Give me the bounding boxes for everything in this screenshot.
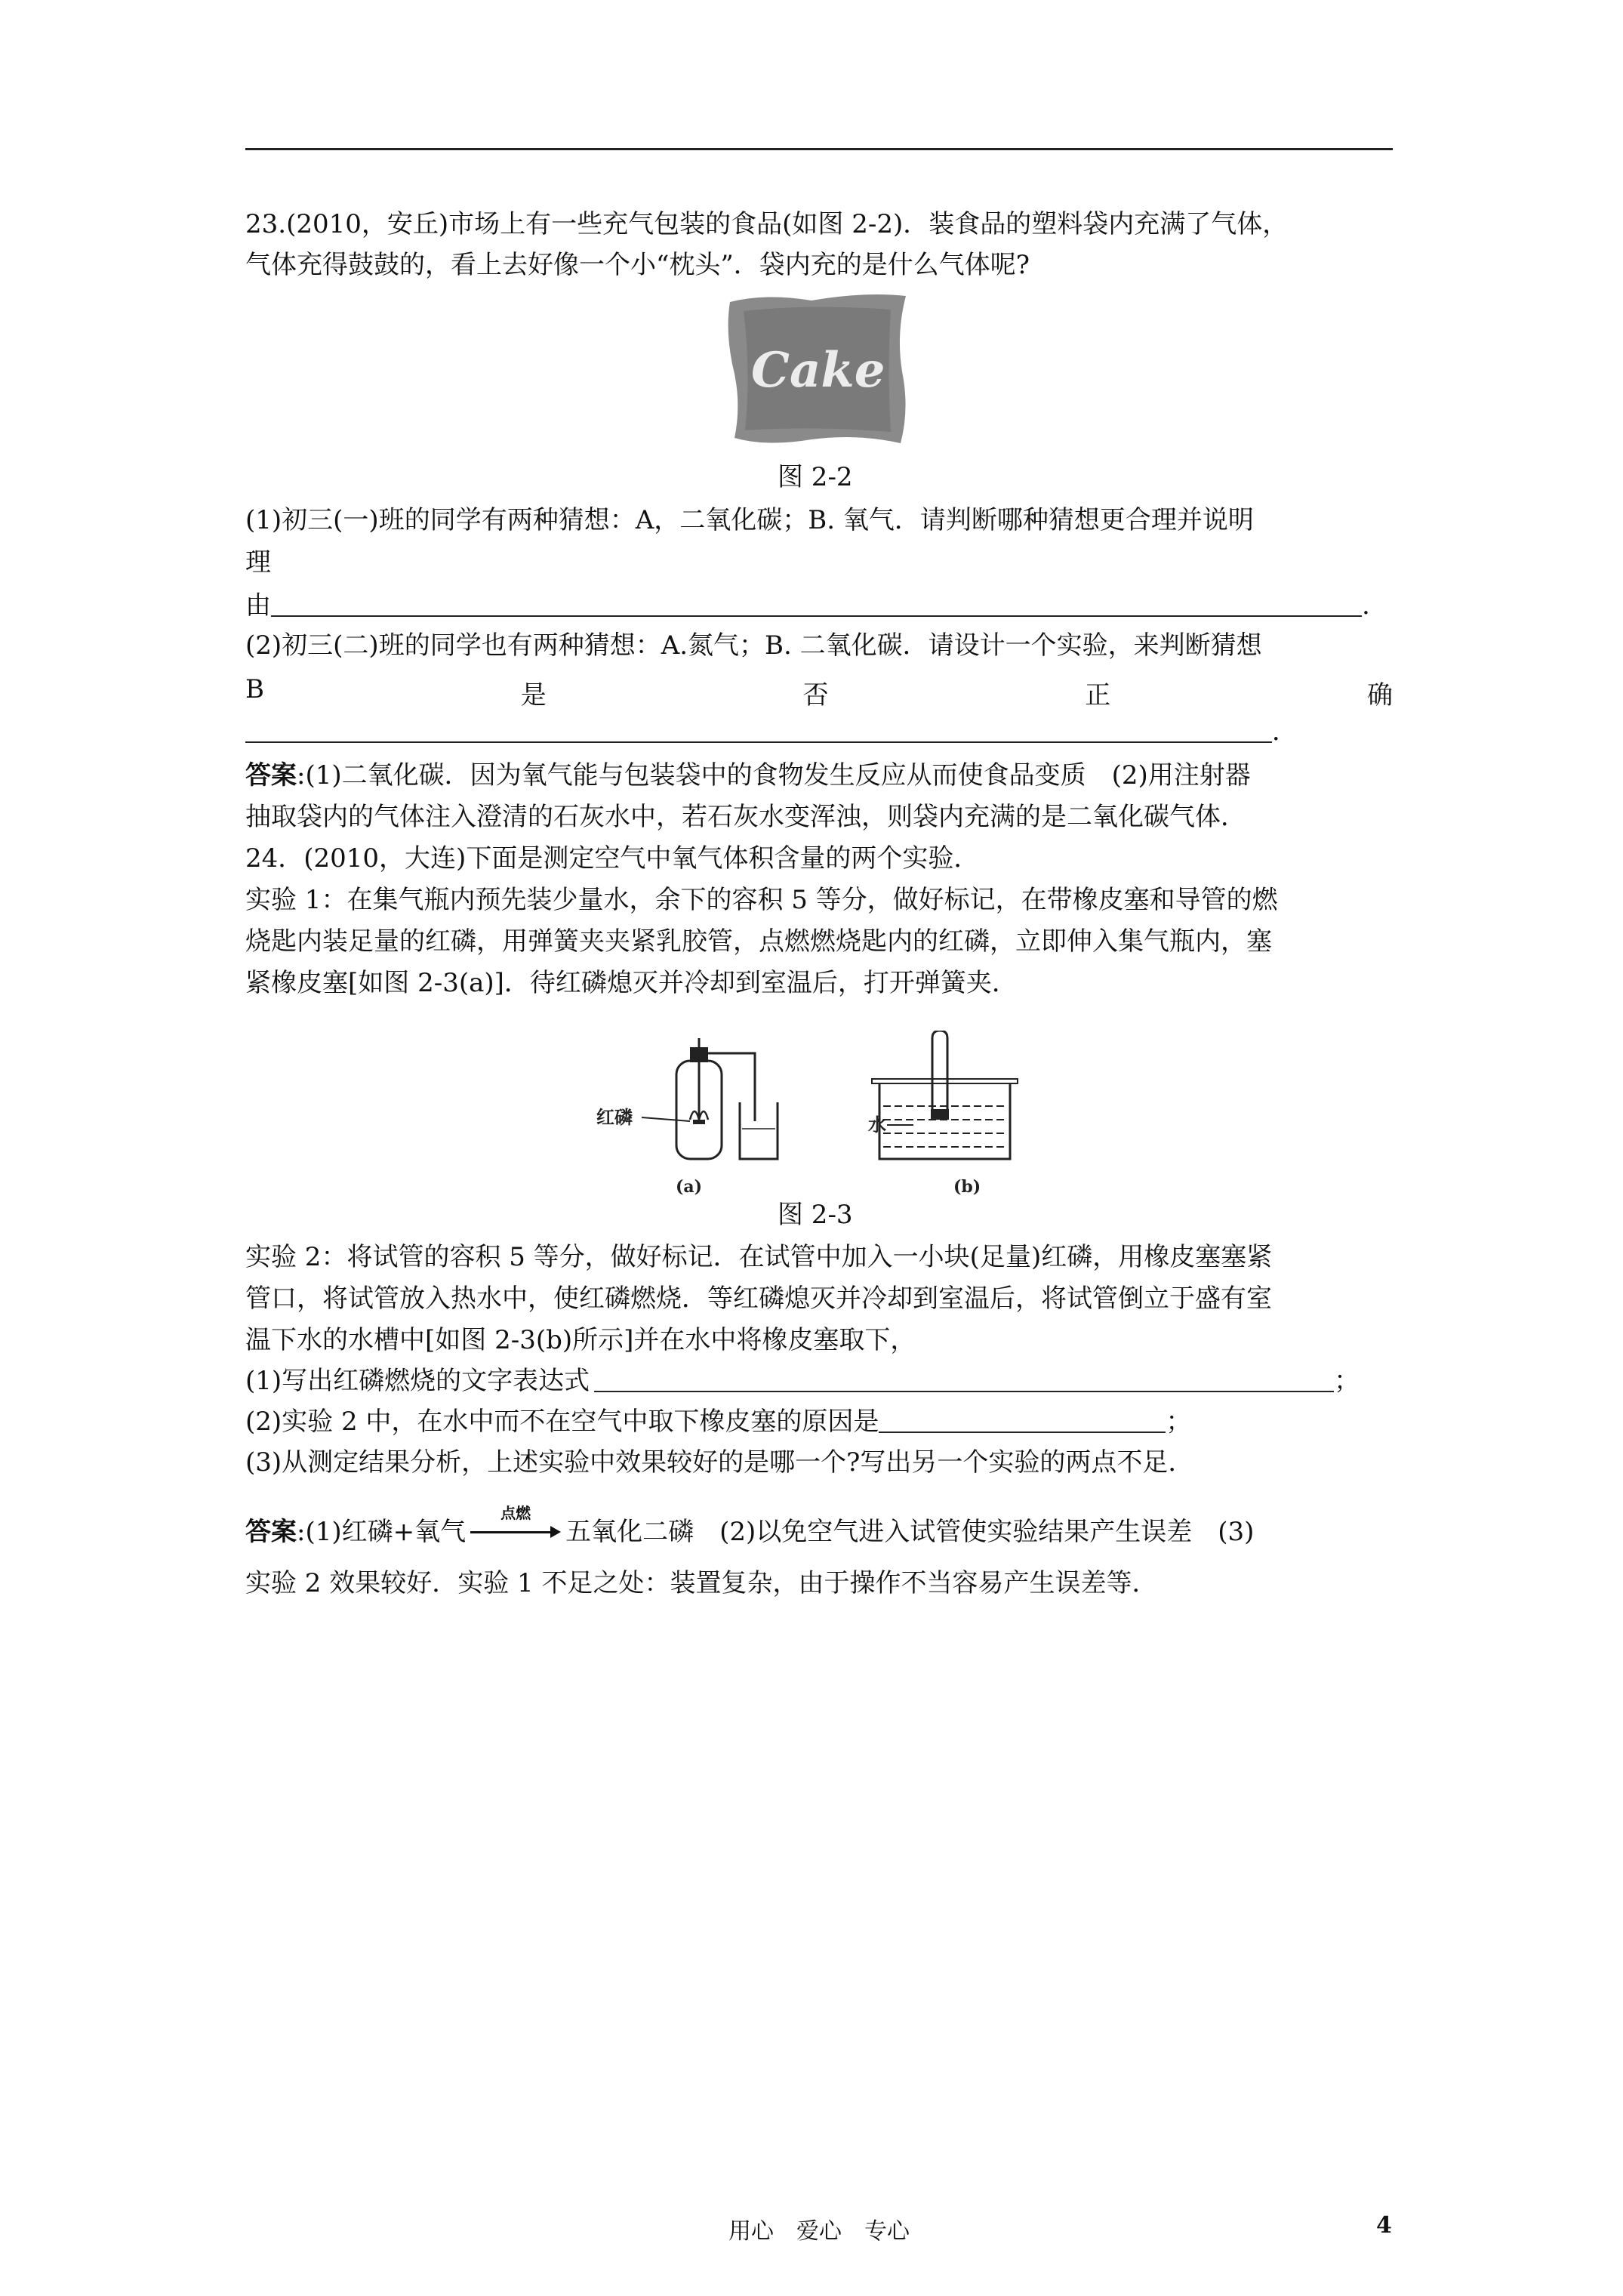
q23-part1-blank[interactable] [271, 593, 1362, 617]
reaction-condition-label: 点燃 [500, 1504, 531, 1522]
reaction-arrow-icon [470, 1504, 561, 1542]
label-b: (b) [953, 1177, 981, 1197]
q24-part1-blank[interactable] [594, 1368, 1334, 1392]
label-water: 水 [868, 1114, 886, 1136]
q23-part1-end: . [1362, 590, 1370, 621]
q23-part2-line-1: (2)初三(二)班的同学也有两种猜想：A.氮气；B. 二氧化碳．请设计一个实验，来判断猜想 [245, 630, 1262, 661]
figure-2-2-caption: 图 2-2 [778, 462, 853, 492]
q23-part1-line-1: (1)初三(一)班的同学有两种猜想：A，二氧化碳；B. 氧气．请判断哪种猜想更合理并说明 [245, 505, 1254, 535]
q23-answer-line-1 [245, 760, 1251, 791]
q24-part1-text: (1)写出红磷燃烧的文字表达式 [245, 1366, 590, 1396]
figure-2-3-caption: 图 2-3 [778, 1200, 853, 1230]
label-red-phosphorus: 红磷 [596, 1107, 633, 1128]
q23-part2-blank[interactable] [245, 719, 1272, 743]
q24-part2-blank[interactable] [879, 1409, 1166, 1433]
q24-part2-text: (2)实验 2 中，在水中而不在空气中取下橡皮塞的原因是 [245, 1407, 879, 1437]
q23-part2-end: ． [1272, 717, 1298, 747]
q24-exp2-line-1: 实验 2：将试管的容积 5 等分，做好标记．在试管中加入一小块(足量)红磷，用橡皮塞塞紧 [245, 1242, 1273, 1272]
page-number: 4 [1376, 2212, 1392, 2239]
q24-exp2-line-2: 管口，将试管放入热水中，使红磷燃烧．等红磷熄灭并冷却到室温后，将试管倒立于盛有室 [245, 1284, 1272, 1314]
q23-answer-line-2: 抽取袋内的气体注入澄清的石灰水中，若石灰水变浑浊，则袋内充满的是二氧化碳气体． [245, 802, 1246, 832]
snack-bag-brand-text: Cake [751, 342, 885, 399]
q24-part2-end: ； [1166, 1407, 1192, 1437]
q23-part2-line-2 [245, 674, 1393, 711]
q24-answer-text-a: :(1)红磷+氧气 [297, 1517, 467, 1547]
q24-answer-line-2: 实验 2 效果较好．实验 1 不足之处：装置复杂，由于操作不当容易产生误差等． [245, 1568, 1158, 1598]
q23-part1-answer-line [245, 590, 1370, 621]
q23-part2-answer-line [245, 717, 1298, 747]
q24-exp1-line-3: 紧橡皮塞[如图 2-3(a)]．待红磷熄灭并冷却到室温后，打开弹簧夹． [245, 968, 1018, 998]
q24-part1-end: ； [1334, 1366, 1360, 1396]
q23-answer-label: 答案 [245, 760, 297, 791]
q23-line-2: 气体充得鼓鼓的，看上去好像一个小“枕头”．袋内充的是什么气体呢? [245, 250, 1030, 280]
q23-part2-word-4: 正 [1085, 680, 1111, 710]
snack-bag-figure [721, 288, 913, 451]
q24-answer-line-1 [245, 1504, 1255, 1547]
header-rule [245, 148, 1393, 150]
q24-exp1-line-2: 烧匙内装足量的红磷，用弹簧夹夹紧乳胶管，点燃燃烧匙内的红磷，立即伸入集气瓶内，塞 [245, 926, 1272, 957]
q23-part2-word-5: 确 [1367, 680, 1393, 710]
q23-answer-text-1: :(1)二氧化碳．因为氧气能与包装袋中的食物发生反应从而使食品变质 (2)用注射器 [297, 760, 1251, 791]
q23-part2-word-1: B [245, 674, 264, 704]
label-a: (a) [676, 1177, 703, 1197]
q23-part2-word-3: 否 [802, 680, 829, 710]
q23-part1-prefix: 由 [245, 590, 271, 621]
q24-part1-line [245, 1368, 1360, 1394]
q24-exp1-line-1: 实验 1：在集气瓶内预先装少量水，余下的容积 5 等分，做好标记，在带橡皮塞和导管的燃 [245, 885, 1278, 915]
q24-part2-line [245, 1409, 1191, 1435]
q24-exp2-line-3: 温下水的水槽中[如图 2-3(b)所示]并在水中将橡皮塞取下， [245, 1325, 916, 1355]
q24-line-1: 24．(2010，大连)下面是测定空气中氧气体积含量的两个实验． [245, 843, 980, 874]
q23-part2-word-2: 是 [520, 680, 547, 710]
q24-answer-label: 答案 [245, 1517, 297, 1547]
q23-part1-line-2: 理 [245, 547, 271, 578]
figure-2-3-apparatus [596, 1031, 1049, 1200]
footer-motto: 用心 爱心 专心 [728, 2218, 910, 2245]
q24-answer-text-b: 五氧化二磷 (2)以免空气进入试管使实验结果产生误差 (3) [565, 1517, 1255, 1547]
q23-line-1: 23.(2010，安丘)市场上有一些充气包装的食品(如图 2-2)．装食品的塑料袋内充满了气体， [245, 209, 1289, 239]
q24-part3-line: (3)从测定结果分析，上述实验中效果较好的是哪一个?写出另一个实验的两点不足． [245, 1447, 1194, 1478]
